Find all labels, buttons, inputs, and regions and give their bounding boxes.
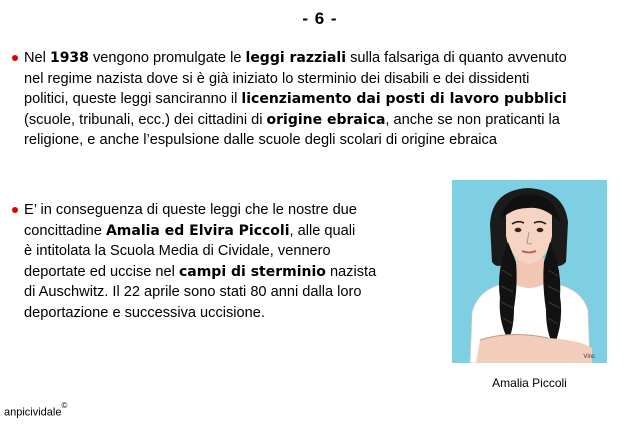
portrait-caption: Amalia Piccoli: [492, 376, 567, 390]
text-emphasis: Amalia ed Elvira Piccoli: [105, 222, 290, 239]
text-line: [24, 262, 414, 283]
copyright-symbol: ©: [61, 401, 68, 410]
slide-number: - 6 -: [302, 9, 338, 28]
text-emphasis: leggi razziali: [245, 50, 347, 66]
text-run: sulla falsariga di quanto avvenuto: [346, 50, 567, 66]
bullet-amalia-elvira: [24, 200, 414, 323]
credit-text: anpicividale: [4, 406, 62, 419]
text-line: [24, 110, 630, 131]
text-line: E’ in conseguenza di queste leggi che le nostre due: [24, 202, 357, 218]
text-run: Nel: [24, 50, 50, 66]
portrait-drawing: [452, 180, 607, 363]
text-line: di Auschwitz. Il 22 aprile sono stati 80 anni dalla loro: [24, 284, 362, 300]
text-line: è intitolata la Scuola Media di Cividale, vennero: [24, 243, 331, 259]
text-run: vengono promulgate le: [88, 50, 246, 66]
bullet-dot: [12, 207, 18, 213]
text-emphasis: 1938: [49, 50, 89, 66]
text-run: , anche se non praticanti la: [385, 111, 560, 128]
text-line: [24, 89, 630, 110]
text-line: deportazione e successiva uccisione.: [24, 304, 265, 321]
text-run: , alle quali: [289, 222, 356, 239]
text-run: deportate ed uccise nel: [24, 263, 179, 280]
text-line: nel regime nazista dove si è già iniziato lo sterminio dei disabili e dei dissidenti: [24, 70, 530, 87]
bullet-leggi-razziali: [24, 48, 630, 151]
text-line: religione, e anche l’espulsione dalle scuole degli scolari di origine ebraica: [24, 132, 497, 148]
text-run: politici, queste leggi sanciranno il: [24, 91, 242, 107]
footer-credit: [4, 401, 68, 419]
bullet-dot: [12, 55, 18, 61]
text-line: [24, 221, 414, 242]
artist-signature: Vinc: [583, 354, 595, 360]
text-emphasis: licenziamento dai posti di lavoro pubblici: [241, 91, 567, 107]
text-run: concittadine: [24, 222, 106, 239]
text-emphasis: campi di sterminio: [178, 263, 326, 280]
text-run: nazista: [325, 263, 377, 280]
text-run: (scuole, tribunali, ecc.) dei cittadini di: [24, 111, 267, 128]
text-emphasis: origine ebraica: [266, 111, 386, 128]
text-line: [24, 48, 630, 69]
portrait-illustration: [452, 180, 607, 363]
